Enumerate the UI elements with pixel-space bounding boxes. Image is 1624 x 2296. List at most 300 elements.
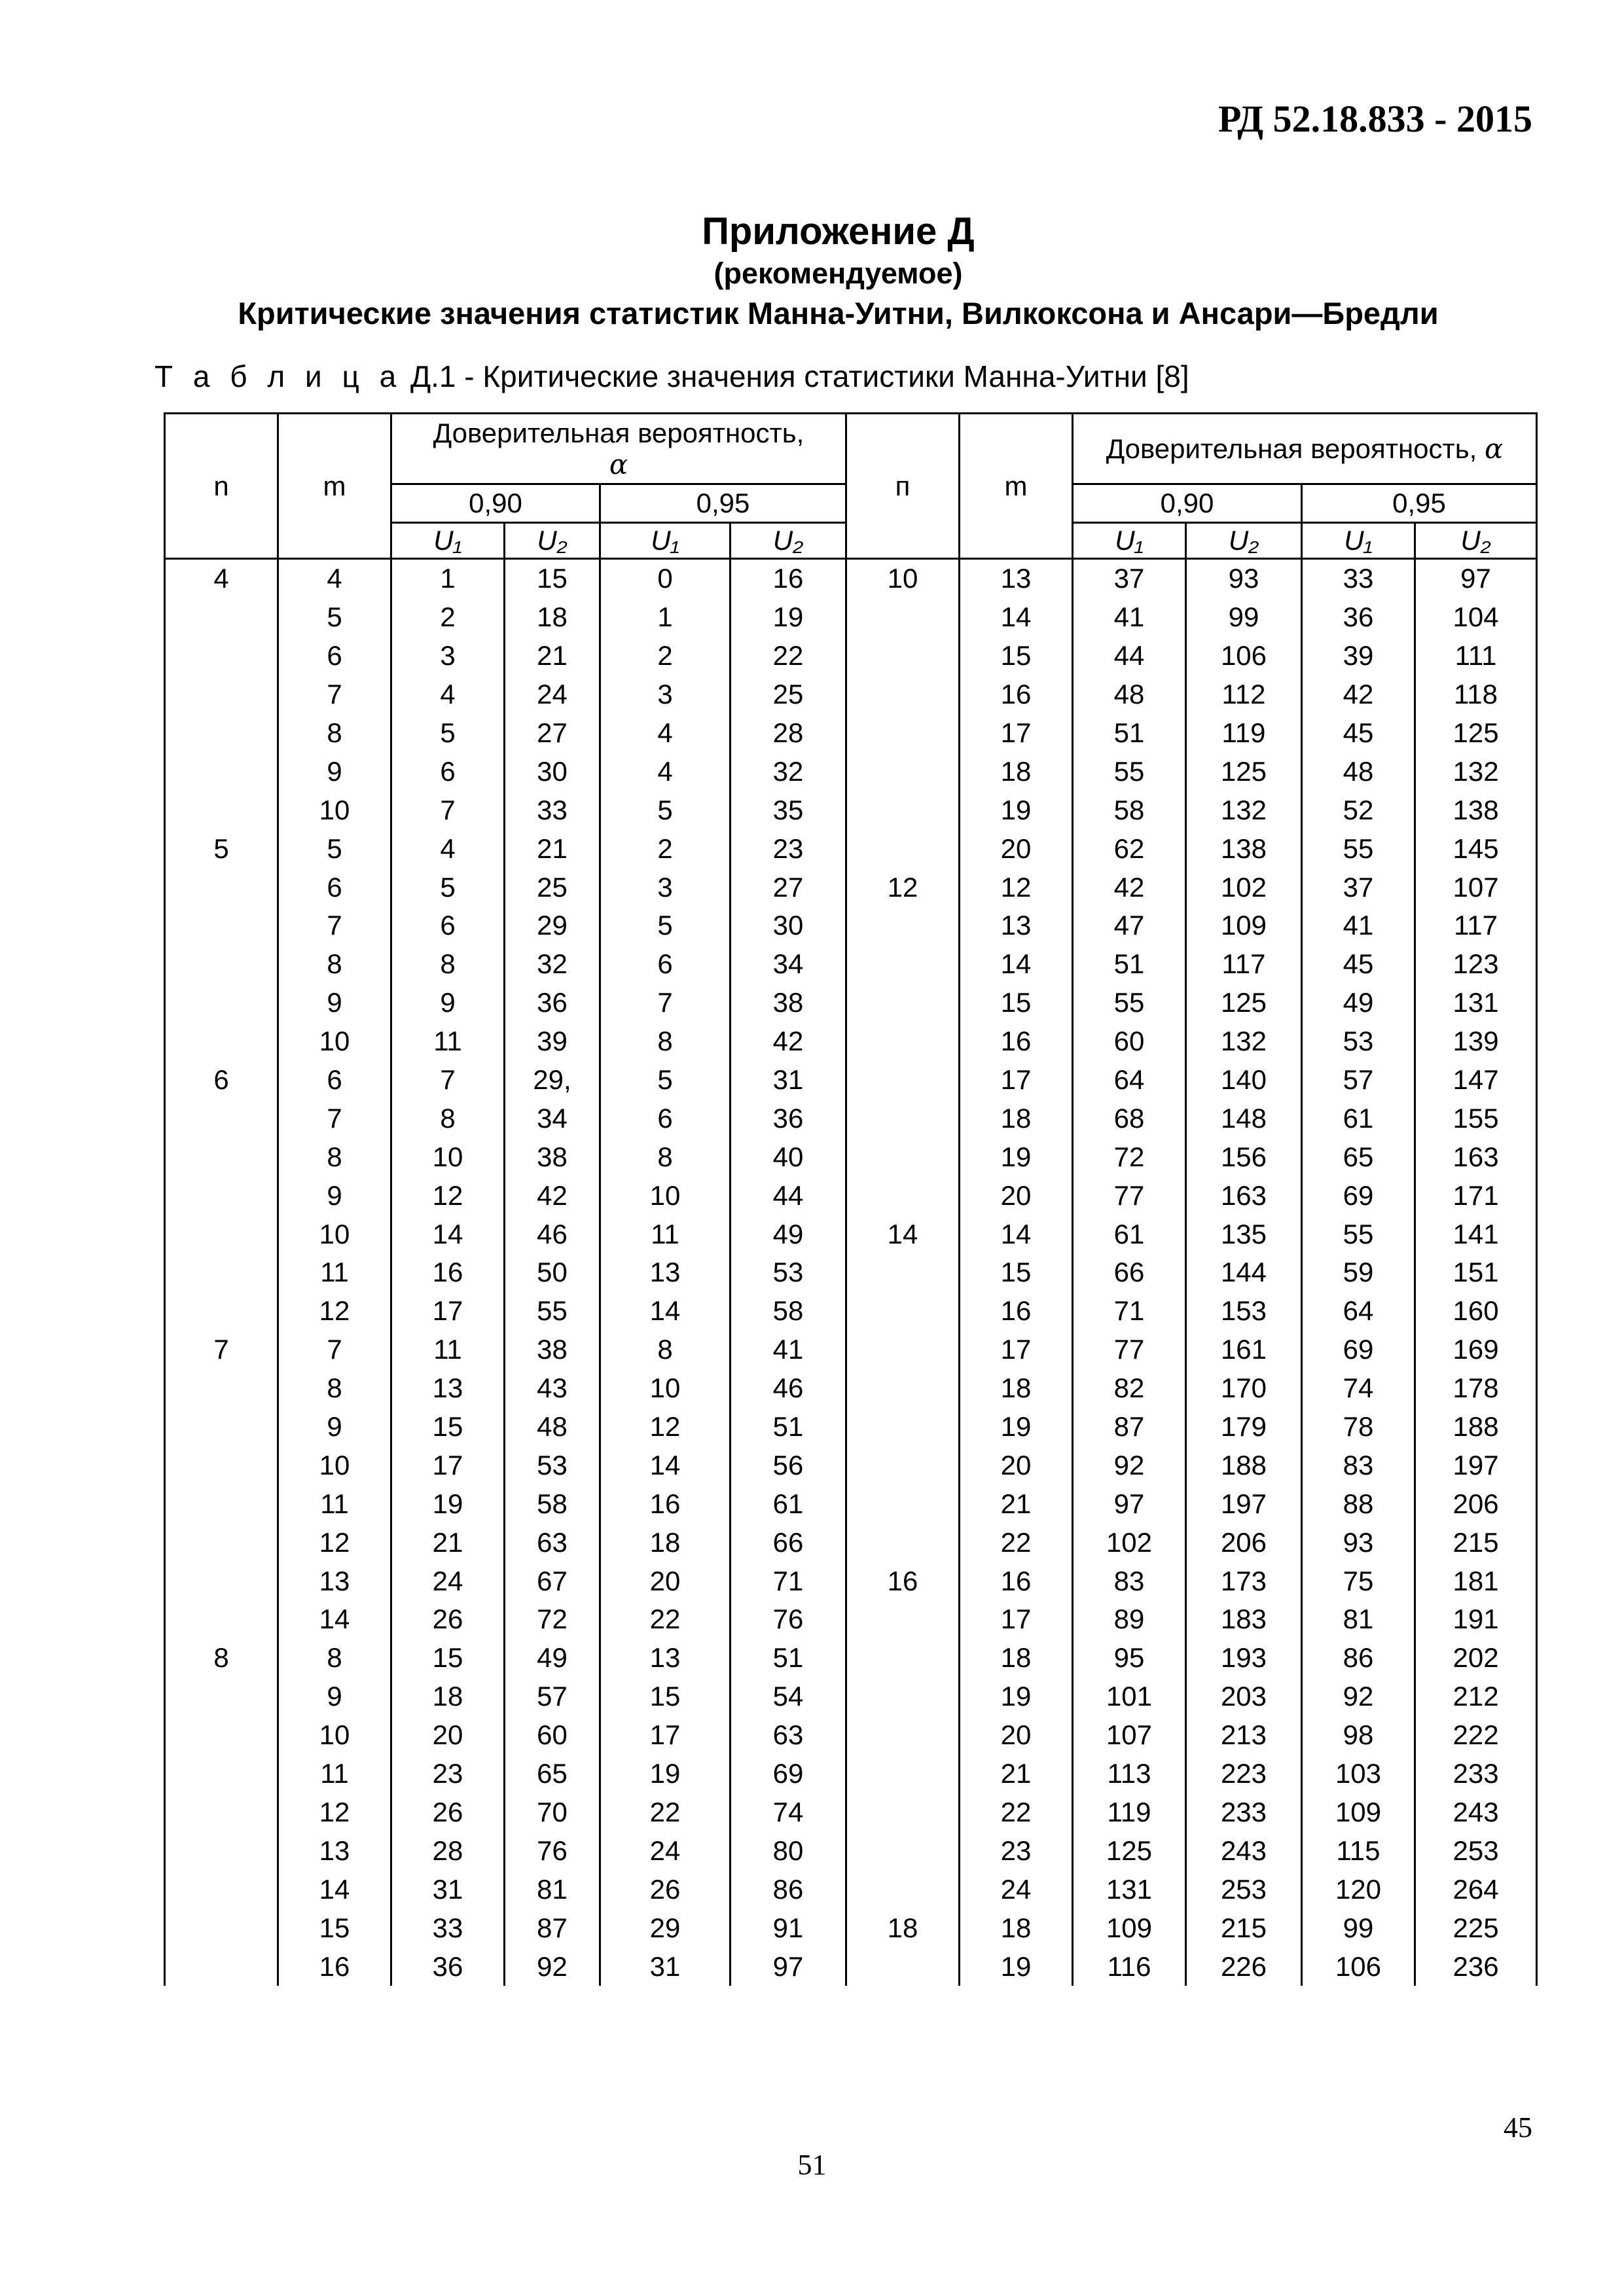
table-row: [165, 1408, 1537, 1446]
table-cell: 62: [1073, 829, 1186, 868]
table-cell: 36: [731, 1099, 846, 1138]
table-cell: 206: [1186, 1523, 1302, 1562]
table-cell: 14: [278, 1870, 391, 1909]
table-cell: 78: [1302, 1408, 1415, 1446]
table-cell: 11: [278, 1253, 391, 1292]
page-number-document: 45: [1504, 2111, 1532, 2144]
table-cell: 99: [1186, 598, 1302, 637]
table-cell: 7: [165, 1331, 278, 1369]
table-cell: [165, 1408, 278, 1446]
table-cell: 18: [960, 1639, 1073, 1677]
table-cell: 30: [731, 906, 846, 945]
table-cell: [846, 1061, 960, 1100]
table-cell: 197: [1186, 1484, 1302, 1523]
table-cell: 49: [731, 1215, 846, 1253]
table-cell: 31: [391, 1870, 505, 1909]
table-row: [165, 714, 1537, 753]
table-cell: 123: [1415, 945, 1537, 984]
table-cell: 38: [731, 984, 846, 1022]
table-cell: [846, 1947, 960, 1986]
table-cell: 161: [1186, 1331, 1302, 1369]
table-cell: 53: [731, 1253, 846, 1292]
table-cell: 24: [391, 1562, 505, 1600]
table-cell: [165, 945, 278, 984]
table-cell: 56: [731, 1446, 846, 1484]
table-caption-label: Т а б л и ц а: [154, 359, 403, 393]
table-cell: 72: [1073, 1138, 1186, 1176]
table-cell: 215: [1415, 1523, 1537, 1562]
table-cell: 65: [505, 1755, 600, 1793]
table-cell: 12: [600, 1408, 731, 1446]
table-cell: 20: [960, 1716, 1073, 1755]
table-cell: [165, 906, 278, 945]
table-cell: 65: [1302, 1138, 1415, 1176]
table-cell: 151: [1415, 1253, 1537, 1292]
table-cell: 18: [846, 1909, 960, 1947]
header-confidence-left: [391, 414, 846, 484]
table-cell: 42: [505, 1176, 600, 1215]
table-cell: [846, 1138, 960, 1176]
table-cell: 21: [960, 1484, 1073, 1523]
table-cell: 20: [960, 1176, 1073, 1215]
table-cell: 18: [960, 1099, 1073, 1138]
table-cell: 181: [1415, 1562, 1537, 1600]
table-cell: 24: [505, 675, 600, 714]
table-cell: 30: [505, 752, 600, 791]
table-cell: 19: [391, 1484, 505, 1523]
table-cell: 106: [1186, 637, 1302, 675]
table-cell: 63: [731, 1716, 846, 1755]
table-cell: 71: [1073, 1292, 1186, 1331]
table-cell: [165, 752, 278, 791]
table-cell: 7: [278, 1099, 391, 1138]
table-cell: 23: [391, 1755, 505, 1793]
table-cell: 107: [1415, 868, 1537, 906]
table-cell: 243: [1186, 1831, 1302, 1870]
header-u1: U₁: [600, 523, 731, 559]
table-cell: 8: [278, 945, 391, 984]
table-cell: 22: [600, 1793, 731, 1832]
table-cell: 1: [391, 559, 505, 598]
table-cell: [846, 829, 960, 868]
table-cell: 18: [505, 598, 600, 637]
table-cell: 225: [1415, 1909, 1537, 1947]
table-cell: 18: [960, 1909, 1073, 1947]
table-cell: 63: [505, 1523, 600, 1562]
table-row: [165, 791, 1537, 829]
table-cell: 14: [278, 1600, 391, 1639]
table-cell: 19: [731, 598, 846, 637]
table-cell: 16: [960, 675, 1073, 714]
table-cell: 12: [960, 868, 1073, 906]
table-cell: 202: [1415, 1639, 1537, 1677]
table-cell: 19: [960, 791, 1073, 829]
appendix-subtitle: (рекомендуемое): [713, 257, 963, 290]
header-u1: U₁: [1073, 523, 1186, 559]
table-cell: 9: [278, 984, 391, 1022]
table-cell: 51: [731, 1408, 846, 1446]
table-cell: 139: [1415, 1022, 1537, 1061]
table-cell: 17: [391, 1292, 505, 1331]
table-cell: 13: [278, 1562, 391, 1600]
table-cell: 66: [731, 1523, 846, 1562]
table-cell: 206: [1415, 1484, 1537, 1523]
table-cell: 51: [1073, 714, 1186, 753]
table-cell: 98: [1302, 1716, 1415, 1755]
table-cell: [846, 1755, 960, 1793]
table-cell: [846, 945, 960, 984]
table-cell: 101: [1073, 1677, 1186, 1716]
table-cell: 9: [278, 1408, 391, 1446]
table-cell: 29: [505, 906, 600, 945]
table-row: [165, 1639, 1537, 1677]
table-cell: 69: [1302, 1176, 1415, 1215]
table-cell: 47: [1073, 906, 1186, 945]
table-cell: 20: [600, 1562, 731, 1600]
table-cell: 145: [1415, 829, 1537, 868]
table-cell: [165, 1523, 278, 1562]
table-cell: [846, 1523, 960, 1562]
table-cell: 59: [1302, 1253, 1415, 1292]
table-cell: 26: [391, 1793, 505, 1832]
table-cell: 5: [600, 1061, 731, 1100]
table-cell: 92: [1302, 1677, 1415, 1716]
table-cell: 92: [505, 1947, 600, 1986]
table-cell: 223: [1186, 1755, 1302, 1793]
table-cell: 16: [278, 1947, 391, 1986]
table-cell: 243: [1415, 1793, 1537, 1832]
table-cell: 46: [505, 1215, 600, 1253]
table-cell: [165, 1253, 278, 1292]
page-number-file: 51: [797, 2149, 827, 2181]
table-cell: 61: [731, 1484, 846, 1523]
alpha-symbol: α: [609, 448, 628, 480]
table-cell: 131: [1415, 984, 1537, 1022]
header-n-left: n: [165, 414, 278, 559]
table-cell: 69: [1302, 1331, 1415, 1369]
table-cell: 44: [731, 1176, 846, 1215]
table-cell: 48: [505, 1408, 600, 1446]
table-cell: 12: [278, 1292, 391, 1331]
table-cell: [846, 791, 960, 829]
table-cell: 4: [600, 752, 731, 791]
table-cell: 14: [391, 1215, 505, 1253]
mann-whitney-table: [164, 412, 1538, 1986]
table-cell: 97: [1415, 559, 1537, 598]
table-cell: 83: [1073, 1562, 1186, 1600]
table-cell: [165, 1292, 278, 1331]
table-cell: 14: [600, 1292, 731, 1331]
table-cell: [165, 1677, 278, 1716]
table-cell: [165, 637, 278, 675]
table-cell: 113: [1073, 1755, 1186, 1793]
table-cell: 109: [1302, 1793, 1415, 1832]
header-p090-right: 0,90: [1073, 484, 1302, 523]
table-cell: 135: [1186, 1215, 1302, 1253]
table-cell: 38: [505, 1138, 600, 1176]
table-row: [165, 1793, 1537, 1832]
table-cell: 24: [600, 1831, 731, 1870]
table-cell: 160: [1415, 1292, 1537, 1331]
table-cell: 15: [600, 1677, 731, 1716]
table-cell: 8: [600, 1331, 731, 1369]
table-cell: 29: [600, 1909, 731, 1947]
table-cell: [165, 1446, 278, 1484]
table-cell: 19: [960, 1138, 1073, 1176]
table-cell: 74: [731, 1793, 846, 1832]
table-cell: 14: [960, 1215, 1073, 1253]
table-cell: 42: [1302, 675, 1415, 714]
table-cell: 10: [846, 559, 960, 598]
table-cell: 10: [600, 1176, 731, 1215]
table-cell: 7: [391, 1061, 505, 1100]
table-cell: 4: [391, 675, 505, 714]
table-cell: 15: [505, 559, 600, 598]
table-cell: [846, 675, 960, 714]
table-cell: 141: [1415, 1215, 1537, 1253]
table-cell: 9: [278, 752, 391, 791]
table-cell: 12: [846, 868, 960, 906]
table-cell: 115: [1302, 1831, 1415, 1870]
table-cell: 10: [278, 1022, 391, 1061]
table-cell: 4: [165, 559, 278, 598]
table-cell: 28: [731, 714, 846, 753]
table-cell: [165, 1909, 278, 1947]
table-cell: 97: [1073, 1484, 1186, 1523]
table-cell: 23: [960, 1831, 1073, 1870]
table-cell: [846, 1716, 960, 1755]
table-cell: 22: [731, 637, 846, 675]
table-cell: 72: [505, 1600, 600, 1639]
table-cell: 8: [600, 1022, 731, 1061]
table-cell: [165, 1215, 278, 1253]
table-cell: [165, 1947, 278, 1986]
table-cell: [846, 1870, 960, 1909]
table-cell: 55: [1073, 984, 1186, 1022]
table-cell: 109: [1073, 1909, 1186, 1947]
table-cell: 171: [1415, 1176, 1537, 1215]
table-cell: 13: [600, 1253, 731, 1292]
table-cell: 8: [165, 1639, 278, 1677]
table-cell: 153: [1186, 1292, 1302, 1331]
table-cell: 15: [960, 984, 1073, 1022]
table-cell: 55: [1073, 752, 1186, 791]
table-cell: 226: [1186, 1947, 1302, 1986]
table-cell: 179: [1186, 1408, 1302, 1446]
table-cell: [165, 1716, 278, 1755]
table-cell: 27: [731, 868, 846, 906]
table-cell: 119: [1073, 1793, 1186, 1832]
table-cell: 17: [960, 1061, 1073, 1100]
table-cell: 155: [1415, 1099, 1537, 1138]
table-cell: [846, 1176, 960, 1215]
table-cell: 4: [600, 714, 731, 753]
table-cell: 53: [505, 1446, 600, 1484]
table-cell: 21: [505, 637, 600, 675]
table-cell: 12: [278, 1523, 391, 1562]
table-cell: 92: [1073, 1446, 1186, 1484]
table-cell: 69: [731, 1755, 846, 1793]
table-cell: [165, 791, 278, 829]
table-cell: 8: [278, 1138, 391, 1176]
table-cell: 102: [1186, 868, 1302, 906]
table-cell: 10: [278, 1215, 391, 1253]
table-cell: 10: [278, 1716, 391, 1755]
table-cell: 41: [1302, 906, 1415, 945]
table-cell: 95: [1073, 1639, 1186, 1677]
table-row: [165, 559, 1537, 598]
table-cell: 6: [278, 868, 391, 906]
table-cell: 118: [1415, 675, 1537, 714]
table-cell: [165, 1369, 278, 1408]
table-cell: 20: [391, 1716, 505, 1755]
table-cell: 11: [278, 1484, 391, 1523]
table-cell: 18: [391, 1677, 505, 1716]
table-cell: 87: [505, 1909, 600, 1947]
table-cell: 34: [505, 1099, 600, 1138]
table-cell: 3: [600, 868, 731, 906]
table-cell: 132: [1186, 1022, 1302, 1061]
table-cell: 109: [1186, 906, 1302, 945]
table-cell: 50: [505, 1253, 600, 1292]
table-cell: 82: [1073, 1369, 1186, 1408]
table-cell: 6: [600, 945, 731, 984]
table-cell: [165, 1562, 278, 1600]
header-n-right: п: [846, 414, 960, 559]
table-cell: 22: [960, 1523, 1073, 1562]
table-cell: 188: [1415, 1408, 1537, 1446]
table-cell: 197: [1415, 1446, 1537, 1484]
table-cell: 0: [600, 559, 731, 598]
table-row: [165, 1331, 1537, 1369]
table-cell: 3: [600, 675, 731, 714]
table-row: [165, 1176, 1537, 1215]
confidence-left-label: Доверительная вероятность,: [433, 417, 804, 448]
table-cell: 14: [960, 945, 1073, 984]
table-cell: 12: [278, 1793, 391, 1832]
table-cell: 16: [391, 1253, 505, 1292]
table-cell: 28: [391, 1831, 505, 1870]
header-u2: U₂: [731, 523, 846, 559]
table-cell: 18: [600, 1523, 731, 1562]
table-cell: 169: [1415, 1331, 1537, 1369]
table-cell: 64: [1073, 1061, 1186, 1100]
table-cell: 25: [731, 675, 846, 714]
table-cell: 116: [1073, 1947, 1186, 1986]
table-cell: 57: [505, 1677, 600, 1716]
table-row: [165, 1099, 1537, 1138]
table-cell: 13: [600, 1639, 731, 1677]
table-cell: 61: [1302, 1099, 1415, 1138]
table-cell: 51: [731, 1639, 846, 1677]
table-cell: 86: [731, 1870, 846, 1909]
table-cell: 41: [731, 1331, 846, 1369]
header-confidence-right: [1073, 414, 1537, 484]
table-cell: 5: [391, 714, 505, 753]
table-cell: 27: [505, 714, 600, 753]
table-cell: 66: [1073, 1253, 1186, 1292]
table-cell: 49: [1302, 984, 1415, 1022]
table-cell: 132: [1415, 752, 1537, 791]
table-cell: 18: [960, 752, 1073, 791]
table-cell: 33: [1302, 559, 1415, 598]
table-cell: [846, 1677, 960, 1716]
table-cell: 17: [960, 714, 1073, 753]
table-row: [165, 1369, 1537, 1408]
table-cell: 21: [505, 829, 600, 868]
table-cell: 119: [1186, 714, 1302, 753]
table-cell: [165, 1600, 278, 1639]
table-cell: 55: [1302, 1215, 1415, 1253]
alpha-symbol: α: [1484, 432, 1504, 465]
table-row: [165, 1600, 1537, 1639]
table-cell: 15: [960, 637, 1073, 675]
table-row: [165, 637, 1537, 675]
table-cell: [165, 714, 278, 753]
table-cell: 20: [960, 829, 1073, 868]
document-number: РД 52.18.833 - 2015: [1218, 98, 1532, 140]
table-cell: [165, 598, 278, 637]
table-row: [165, 1523, 1537, 1562]
confidence-right-label: Доверительная вероятность,: [1106, 433, 1477, 464]
table-cell: 43: [505, 1369, 600, 1408]
table-row: [165, 1022, 1537, 1061]
table-row: [165, 1831, 1537, 1870]
table-cell: 9: [278, 1176, 391, 1215]
table-cell: [846, 1831, 960, 1870]
table-cell: 7: [391, 791, 505, 829]
table-cell: 104: [1415, 598, 1537, 637]
table-cell: 193: [1186, 1639, 1302, 1677]
table-cell: [846, 984, 960, 1022]
table-cell: 87: [1073, 1408, 1186, 1446]
table-cell: 15: [391, 1639, 505, 1677]
table-cell: 17: [960, 1600, 1073, 1639]
table-cell: 39: [1302, 637, 1415, 675]
table-cell: 2: [600, 637, 731, 675]
table-caption: [154, 359, 1189, 394]
table-cell: [846, 1484, 960, 1523]
header-u2: U₂: [1186, 523, 1302, 559]
table-cell: 34: [731, 945, 846, 984]
table-row: [165, 1484, 1537, 1523]
table-cell: [846, 1408, 960, 1446]
table-cell: 16: [731, 559, 846, 598]
header-u1: U₁: [1302, 523, 1415, 559]
table-cell: 52: [1302, 791, 1415, 829]
table-cell: 5: [600, 906, 731, 945]
table-cell: 93: [1302, 1523, 1415, 1562]
table-cell: 14: [846, 1215, 960, 1253]
table-row: [165, 1292, 1537, 1331]
table-cell: 163: [1186, 1176, 1302, 1215]
table-cell: 8: [600, 1138, 731, 1176]
table-cell: 11: [391, 1331, 505, 1369]
table-cell: 17: [391, 1446, 505, 1484]
table-cell: 13: [278, 1831, 391, 1870]
appendix-heading: Критические значения статистик Манна-Уитни, Вилкоксона и Ансари—Бредли: [238, 296, 1439, 331]
table-cell: 83: [1302, 1446, 1415, 1484]
table-cell: 107: [1073, 1716, 1186, 1755]
table-cell: 6: [278, 637, 391, 675]
table-cell: 45: [1302, 945, 1415, 984]
table-cell: 15: [391, 1408, 505, 1446]
table-cell: [165, 1755, 278, 1793]
table-cell: 44: [1073, 637, 1186, 675]
table-cell: 17: [600, 1716, 731, 1755]
table-cell: [846, 1446, 960, 1484]
table-cell: 48: [1302, 752, 1415, 791]
